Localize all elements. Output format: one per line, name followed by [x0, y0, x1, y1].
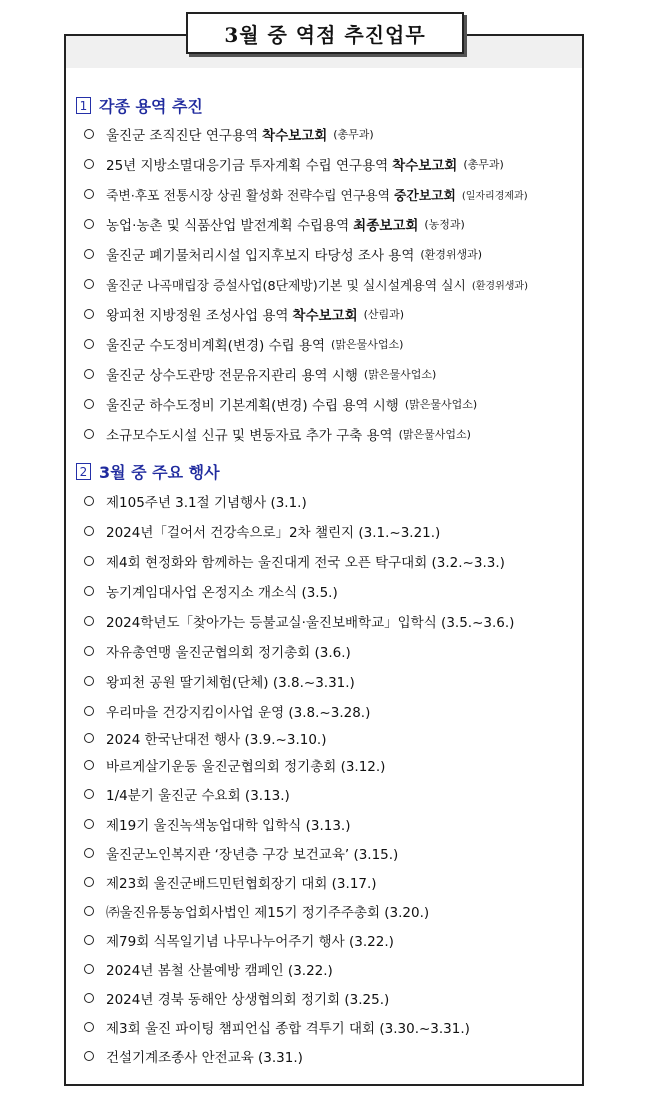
list-item: 울진군노인복지관 ‘장년층 구강 보건교육’ (3.15.)	[84, 842, 398, 864]
circle-bullet-icon	[84, 848, 94, 858]
circle-bullet-icon	[84, 189, 94, 199]
circle-bullet-icon	[84, 646, 94, 656]
list-item: 제23회 울진군배드민턴협회장기 대회 (3.17.)	[84, 871, 377, 893]
circle-bullet-icon	[84, 877, 94, 887]
section-2-header	[76, 460, 220, 483]
circle-bullet-icon	[84, 706, 94, 716]
list-item: 제105주년 3.1절 기념행사 (3.1.)	[84, 490, 307, 512]
list-item: 제79회 식목일기념 나무나누어주기 행사 (3.22.)	[84, 929, 394, 951]
list-item: 2024학년도「찾아가는 등불교실·울진보배학교」입학식 (3.5.~3.6.)	[84, 610, 514, 632]
list-item: 25년 지방소멸대응기금 투자계획 수립 연구용역 착수보고회 (총무과)	[84, 153, 504, 175]
list-item: 울진군 상수도관망 전문유지관리 용역 시행 (맑은물사업소)	[84, 363, 436, 385]
circle-bullet-icon	[84, 733, 94, 743]
circle-bullet-icon	[84, 616, 94, 626]
list-item: 농기계임대사업 온정지소 개소식 (3.5.)	[84, 580, 338, 602]
circle-bullet-icon	[84, 219, 94, 229]
circle-bullet-icon	[84, 906, 94, 916]
circle-bullet-icon	[84, 399, 94, 409]
list-item: 왕피천 공원 딸기체험(단체) (3.8.~3.31.)	[84, 670, 355, 692]
circle-bullet-icon	[84, 676, 94, 686]
circle-bullet-icon	[84, 369, 94, 379]
list-item: 2024 한국난대전 행사 (3.9.~3.10.)	[84, 727, 326, 749]
list-item: 제4회 현정화와 함께하는 울진대게 전국 오픈 탁구대회 (3.2.~3.3.)	[84, 550, 505, 572]
circle-bullet-icon	[84, 556, 94, 566]
circle-bullet-icon	[84, 309, 94, 319]
section-title: 각종 용역 추진	[99, 97, 203, 116]
circle-bullet-icon	[84, 339, 94, 349]
circle-bullet-icon	[84, 249, 94, 259]
circle-bullet-icon	[84, 993, 94, 1003]
list-item: 울진군 조직진단 연구용역 착수보고회 (총무과)	[84, 123, 374, 145]
list-item: 2024년 봄철 산불예방 캠페인 (3.22.)	[84, 958, 333, 980]
list-item: 자유총연맹 울진군협의회 정기총회 (3.6.)	[84, 640, 351, 662]
circle-bullet-icon	[84, 1051, 94, 1061]
circle-bullet-icon	[84, 279, 94, 289]
list-item: 제3회 울진 파이팅 챔피언십 종합 격투기 대회 (3.30.~3.31.)	[84, 1016, 470, 1038]
list-item: 울진군 폐기물처리시설 입지후보지 타당성 조사 용역 (환경위생과)	[84, 243, 482, 265]
circle-bullet-icon	[84, 429, 94, 439]
section-title: 3월 중 주요 행사	[99, 463, 220, 482]
list-item: 울진군 수도정비계획(변경) 수립 용역 (맑은물사업소)	[84, 333, 403, 355]
circle-bullet-icon	[84, 496, 94, 506]
list-item: 2024년「걸어서 건강속으로」2차 챌린지 (3.1.~3.21.)	[84, 520, 440, 542]
list-item: 울진군 나곡매립장 증설사업(8단제방)기본 및 실시설계용역 실시 (환경위생과)	[84, 273, 528, 295]
list-item: 건설기계조종사 안전교육 (3.31.)	[84, 1045, 303, 1067]
circle-bullet-icon	[84, 760, 94, 770]
list-item: 농업·농촌 및 식품산업 발전계획 수립용역 최종보고회 (농정과)	[84, 213, 465, 235]
list-item: 왕피천 지방정원 조성사업 용역 착수보고회 (산림과)	[84, 303, 404, 325]
list-item: 2024년 경북 동해안 상생협의회 정기회 (3.25.)	[84, 987, 389, 1009]
page-title: 3월 중 역점 추진업무	[186, 12, 464, 54]
section-number: 1	[76, 97, 91, 114]
section-number: 2	[76, 463, 91, 480]
list-item: 우리마을 건강지킴이사업 운영 (3.8.~3.28.)	[84, 700, 370, 722]
list-item: 죽변·후포 전통시장 상권 활성화 전략수립 연구용역 중간보고회 (일자리경제과)	[84, 183, 528, 205]
list-item: 울진군 하수도정비 기본계획(변경) 수립 용역 시행 (맑은물사업소)	[84, 393, 477, 415]
list-item: ㈜울진유통농업회사법인 제15기 정기주주총회 (3.20.)	[84, 900, 429, 922]
circle-bullet-icon	[84, 159, 94, 169]
circle-bullet-icon	[84, 586, 94, 596]
list-item: 바르게살기운동 울진군협의회 정기총회 (3.12.)	[84, 754, 385, 776]
circle-bullet-icon	[84, 129, 94, 139]
circle-bullet-icon	[84, 1022, 94, 1032]
list-item: 소규모수도시설 신규 및 변동자료 추가 구축 용역 (맑은물사업소)	[84, 423, 471, 445]
circle-bullet-icon	[84, 935, 94, 945]
circle-bullet-icon	[84, 789, 94, 799]
circle-bullet-icon	[84, 819, 94, 829]
circle-bullet-icon	[84, 526, 94, 536]
circle-bullet-icon	[84, 964, 94, 974]
list-item: 1/4분기 울진군 수요회 (3.13.)	[84, 783, 290, 805]
section-1-header	[76, 94, 203, 117]
list-item: 제19기 울진녹색농업대학 입학식 (3.13.)	[84, 813, 350, 835]
